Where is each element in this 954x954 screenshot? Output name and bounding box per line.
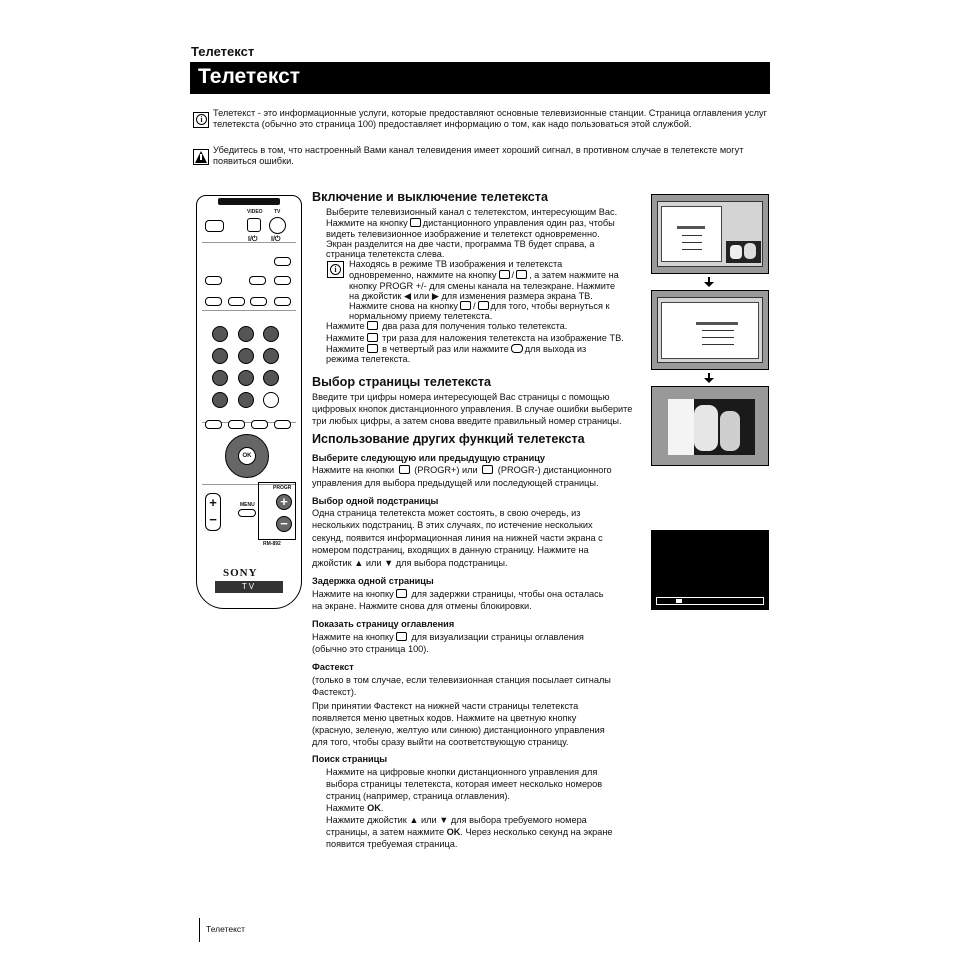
enlarge-button[interactable] (274, 297, 291, 306)
s2-line-4: номером подстраниц, входящих в данную страницу. Нажмите на (312, 545, 589, 555)
hold-icon (396, 589, 407, 598)
list-line-3: Нажмите в четвертый раз или нажмите для выхода из (326, 344, 587, 354)
tip-line-2: одновременно, нажмите на кнопку / , а затем нажмите на (349, 270, 619, 280)
tip-line-3: кнопку PROGR +/- для смены канала на телеэкране. Нажмите (349, 281, 616, 291)
sub-heading-hold: Задержка одной страницы (312, 576, 434, 586)
index-icon (396, 632, 407, 641)
s2-line-3: секунд, появится информационная линия на нижней части экрана с (312, 533, 603, 543)
digit-1-button[interactable] (212, 326, 228, 342)
warning-icon (193, 149, 209, 165)
video-power-label: I/⏻ (248, 236, 258, 243)
brand-logo: SONY (223, 567, 258, 579)
format-button[interactable] (274, 420, 291, 429)
tv-icon-2 (478, 301, 489, 310)
list-line-1: Нажмите два раза для получения только телетекста. (326, 321, 568, 331)
text-button-icon-3 (367, 333, 378, 342)
s5-line-6: для того, чтобы сразу выйти на соответствующую страницу. (312, 737, 569, 747)
info-icon: i (193, 112, 209, 128)
mix-button[interactable] (274, 276, 291, 285)
screen-split-view (651, 194, 769, 274)
digit-3-button[interactable] (263, 326, 279, 342)
subpage-info-line (656, 597, 764, 605)
section1-p3: видеть телевизионное изображение и телетекст одновременно. (326, 229, 600, 239)
sub-heading-next-prev: Выберите следующую или предыдущую страницу (312, 453, 546, 463)
joystick[interactable] (225, 434, 269, 478)
s5-line-1: (только в том случае, если телевизионная станция посылает сигналы (312, 675, 611, 685)
progr-plus-icon (399, 465, 410, 474)
s6-line-4: Нажмите OK. (326, 803, 384, 813)
s6-line-2: выбора страницы телетекста, которая имеет несколько номеров (326, 779, 603, 789)
text-button-icon-2 (367, 321, 378, 330)
digit-5-button[interactable] (238, 348, 254, 364)
section1-p5: страница телетекста слева. (326, 249, 445, 259)
volume-control[interactable] (205, 493, 221, 531)
sub-heading-subpage: Выбор одной подстраницы (312, 496, 439, 506)
s5-line-4: появляется меню цветных кодов. Нажмите на цветную кнопку (312, 713, 577, 723)
running-head: Телетекст (191, 44, 255, 59)
tip-line-6: нормальному приему телетекста. (349, 311, 493, 321)
section2-p3: три любых цифры, а затем снова введите правильный номер страницы. (312, 416, 622, 426)
tip-line-5: Нажмите снова на кнопку / для того, чтобы вернуться к (349, 301, 610, 311)
tip-line-4: на джойстик ◀ или ▶ для изменения размера экрана ТВ. (349, 291, 593, 301)
s2-line-1: Одна страница телетекста может состоять, в свою очередь, из (312, 508, 581, 518)
menu-label: MENU (240, 502, 255, 508)
tv-text-icon-2 (460, 301, 471, 310)
progr-down-button[interactable]: − (276, 516, 292, 532)
s6-line-1: Нажмите на цифровые кнопки дистанционного управления для (326, 767, 598, 777)
section-heading-on-off: Включение и выключение телетекста (312, 190, 548, 204)
section1-p2: Нажмите на кнопку дистанционного управления один раз, чтобы (326, 218, 615, 228)
video-label: VIDEO (247, 209, 263, 215)
s4-line-1: Нажмите на кнопку для визуализации страницы оглавления (312, 632, 584, 642)
s5-line-3: При принятии Фастекст на нижней части страницы телетекста (312, 701, 579, 711)
arrow-down-icon (704, 277, 714, 287)
menu-button[interactable] (238, 509, 256, 517)
tv-icon (516, 270, 527, 279)
tv-label: TV (215, 581, 283, 593)
input-button[interactable] (212, 392, 228, 408)
s5-line-5: (красную, зеленую, желтую или синюю) дистанционного управления (312, 725, 605, 735)
progr-up-button[interactable]: + (276, 494, 292, 510)
digit-8-button[interactable] (238, 370, 254, 386)
digit-0-button[interactable] (238, 392, 254, 408)
tv-mode-label: TV (274, 209, 281, 215)
text-button-icon (410, 218, 421, 227)
progr-minus-icon (482, 465, 493, 474)
screen-subpage (651, 530, 769, 610)
s4-line-2: (обычно это страница 100). (312, 644, 429, 654)
tv-mode-icon (511, 344, 523, 353)
footer-label: Телетекст (206, 924, 246, 934)
screen-mix (651, 386, 769, 466)
mute-button[interactable] (205, 220, 224, 232)
digit-6-button[interactable] (263, 348, 279, 364)
s6-line-6: страницы, а затем нажмите OK. Через несколько секунд на экране (326, 827, 613, 837)
tv-text-icon (499, 270, 510, 279)
sub-heading-search: Поиск страницы (312, 754, 388, 764)
list-line-2: Нажмите три раза для наложения телетекста на изображение ТВ. (326, 333, 624, 343)
warning-note-text: Убедитесь в том, что настроенный Вами канал телевидения имеет хороший сигнал, в противном случае в телетексте могут появиться ошибки. (213, 145, 744, 167)
text-button-icon-4 (367, 344, 378, 353)
section2-p2: цифровых кнопок дистанционного управления. В случае ошибки выберите (312, 404, 633, 414)
volume-up-button[interactable]: + (209, 495, 217, 510)
tv-text-button[interactable] (249, 276, 266, 285)
sub-heading-fastext: Фастекст (312, 662, 354, 672)
s6-line-7: появится требуемая страница. (326, 839, 458, 849)
s1-line-1: Нажмите на кнопки (PROGR+) или (PROGR-) дистанционного (312, 465, 612, 475)
model-label: RM-892 (263, 541, 281, 547)
tv-power-button[interactable] (269, 217, 286, 234)
hold-button[interactable] (205, 297, 222, 306)
s6-line-3: страниц (например, страница оглавления). (326, 791, 510, 801)
index-button[interactable] (274, 257, 291, 266)
reveal-button[interactable] (228, 297, 245, 306)
digit-7-button[interactable] (212, 370, 228, 386)
page-title: Телетекст (190, 62, 770, 94)
footer-rule (199, 918, 200, 942)
s6-line-5: Нажмите джойстик ▲ или ▼ для выбора требуемого номера (326, 815, 587, 825)
tv-picture-large (668, 399, 755, 455)
s3-line-2: на экране. Нажмите снова для отмены блокировки. (312, 601, 532, 611)
video-button[interactable] (247, 218, 261, 232)
section-heading-page-select: Выбор страницы телетекста (312, 375, 492, 389)
progr-box (258, 482, 296, 540)
digit-2-button[interactable] (238, 326, 254, 342)
s5-line-2: Фастекст). (312, 687, 357, 697)
progr-label: PROGR (273, 485, 292, 491)
arrow-down-icon-2 (704, 373, 714, 383)
digit-9-button[interactable] (263, 370, 279, 386)
back-button[interactable] (263, 392, 279, 408)
sound-button[interactable] (205, 420, 222, 429)
section2-p1: Введите три цифры номера интересующей Вас страницы с помощью (312, 392, 610, 402)
s2-line-5: джойстик ▲ или ▼ для выбора подстраницы. (312, 558, 508, 568)
screen-teletext-only (651, 290, 769, 370)
sub-heading-index: Показать страницу оглавления (312, 619, 455, 629)
teletext-button[interactable] (205, 276, 222, 285)
ok-button[interactable]: OK (238, 447, 256, 465)
tip-info-icon: i (327, 261, 344, 278)
volume-down-button[interactable]: − (209, 512, 217, 527)
tv-picture-small (726, 241, 761, 263)
picture-button[interactable] (228, 420, 245, 429)
section1-p1: Выберите телевизионный канал с телетекстом, интересующим Вас. (326, 207, 618, 217)
section-heading-other-functions: Использование других функций телетекста (312, 432, 585, 446)
tip-line-1: Находясь в режиме ТВ изображения и телетекста (349, 259, 563, 269)
tv-power-label: I/⏻ (271, 236, 281, 243)
s3-line-1: Нажмите на кнопку для задержки страницы, чтобы она осталась (312, 589, 604, 599)
section1-p4: Экран разделится на две части, программа ТВ будет справа, а (326, 239, 595, 249)
subpage-button[interactable] (250, 297, 267, 306)
s1-line-2: управления для выбора предыдущей или последующей страницы. (312, 478, 599, 488)
digit-4-button[interactable] (212, 348, 228, 364)
timer-button[interactable] (251, 420, 268, 429)
list-line-4: режима телетекста. (326, 354, 411, 364)
s2-line-2: нескольких подстраниц. В этих случаях, по истечение нескольких (312, 520, 593, 530)
info-note-text: Телетекст - это информационные услуги, которые предоставляют основные телевизионные станции. Страница оглавления услуг телетекста (обычно это страница 100) предоставляет информацию о том, как надо пользоваться этой службой. (213, 108, 767, 130)
